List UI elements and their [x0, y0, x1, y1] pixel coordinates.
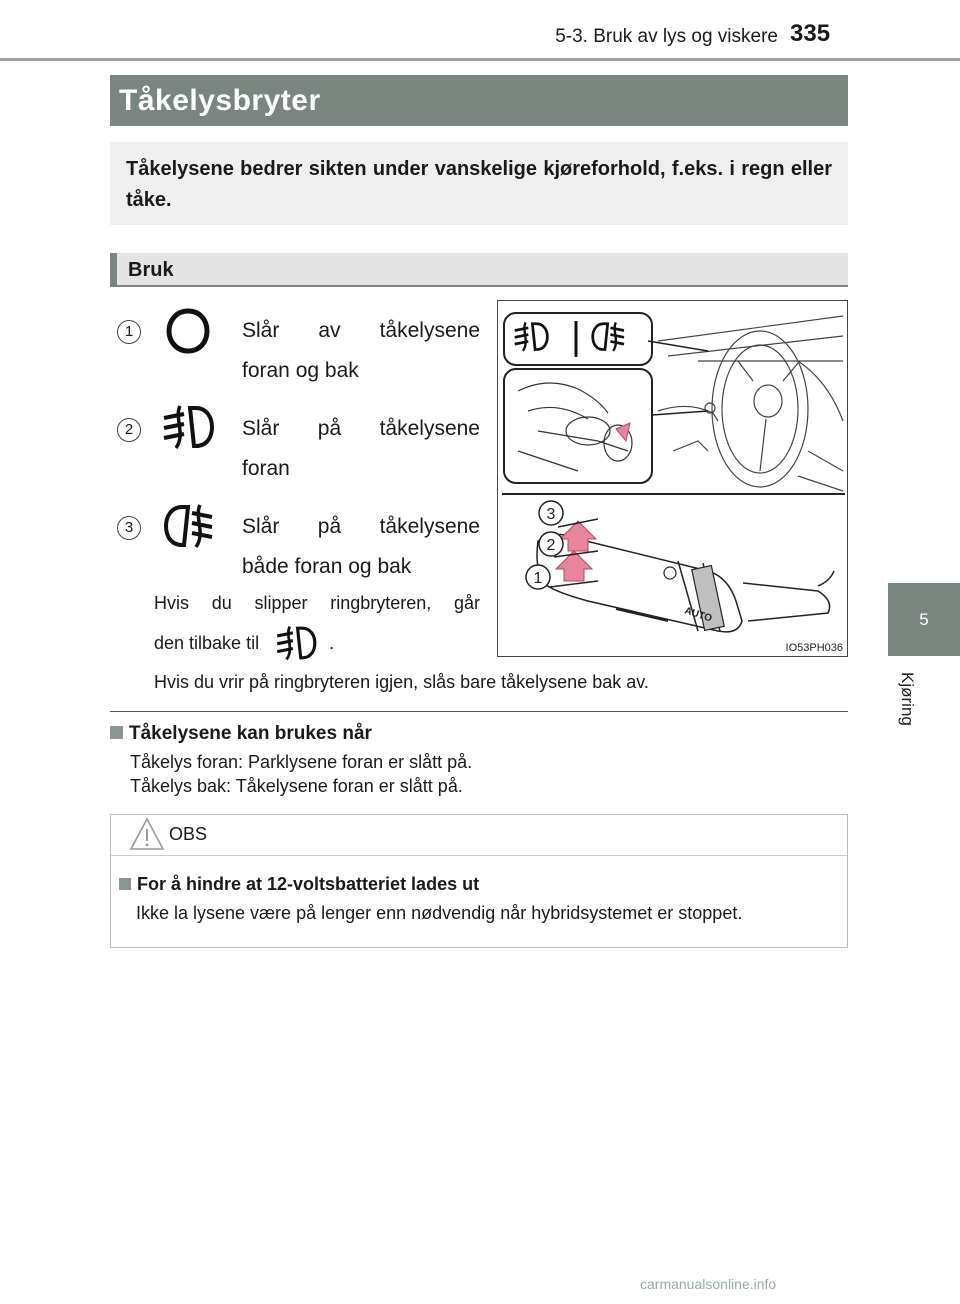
item-text-1: [242, 311, 480, 391]
note-line3: Hvis du vrir på ringbryteren igjen, slås bare tåkelysene bak av.: [154, 672, 649, 692]
warning-triangle-icon: [129, 817, 165, 851]
item-2-line1: Slår på tåkelysene: [242, 417, 480, 440]
note-line2-post: .: [329, 633, 335, 653]
can-be-used-heading: [110, 723, 372, 745]
section-divider: [110, 711, 848, 712]
bullet-square-icon: [110, 726, 123, 739]
illustration-code: IO53PH036: [785, 642, 843, 654]
section-title: 5-3. Bruk av lys og viskere: [555, 26, 778, 47]
obs-text: Ikke la lysene være på lenger enn nødvendig når hybridsystemet er stoppet.: [136, 903, 743, 923]
rear-fog-light-icon: [162, 503, 216, 549]
item-3-line2: både foran og bak: [242, 555, 412, 578]
fog-lights-off-icon: [166, 308, 210, 354]
page-title: Tåkelysbryter: [110, 75, 848, 126]
item-text-3: [242, 507, 480, 587]
bullet-square-icon: [119, 878, 131, 890]
note-line2: [154, 623, 480, 663]
illus-num-1: 1: [533, 570, 543, 587]
obs-notice-box: [110, 814, 848, 948]
subheading: Bruk: [110, 253, 848, 287]
front-fog-light-icon: [160, 404, 216, 450]
obs-label: OBS: [169, 824, 208, 844]
header-rule: [0, 58, 960, 61]
note-line2-pre: den tilbake til: [154, 633, 260, 653]
item-1-line1: Slår av tåkelysene: [242, 319, 480, 342]
chapter-number: 5: [919, 609, 929, 629]
can-be-used-line1: Tåkelys foran: Parklysene foran er slått på.: [130, 752, 473, 772]
can-be-used-line2: Tåkelys bak: Tåkelysene foran er slått på.: [130, 776, 463, 796]
note-line1: Hvis du slipper ringbryteren, går: [154, 593, 480, 613]
front-fog-light-inline-icon: [274, 625, 318, 661]
obs-title: [119, 874, 479, 895]
item-text-2: [242, 409, 480, 489]
item-number-2: 2: [117, 418, 141, 442]
illus-num-3: 3: [546, 506, 556, 523]
can-be-used-title: Tåkelysene kan brukes når: [129, 723, 372, 744]
item-2-line2: foran: [242, 457, 290, 480]
illus-num-2: 2: [546, 537, 556, 554]
chapter-tab[interactable]: [888, 583, 960, 656]
page-number: 335: [790, 20, 831, 47]
watermark: carmanualsonline.info: [640, 1276, 777, 1292]
note-return: [154, 583, 480, 663]
intro-text: Tåkelysene bedrer sikten under vanskelige kjøreforhold, f.eks. i regn eller tåke.: [110, 142, 848, 225]
item-3-line1: Slår på tåkelysene: [242, 515, 480, 538]
illustration-drawing: [498, 301, 848, 657]
obs-title-text: For å hindre at 12-voltsbatteriet lades ut: [137, 874, 480, 894]
chapter-label: Kjøring: [898, 672, 917, 726]
item-number-3: 3: [117, 516, 141, 540]
fog-switch-illustration: [497, 300, 848, 657]
item-1-line2: foran og bak: [242, 359, 359, 382]
item-number-1: 1: [117, 320, 141, 344]
obs-header: [111, 815, 847, 856]
illus-auto-label: AUTO: [683, 605, 714, 625]
